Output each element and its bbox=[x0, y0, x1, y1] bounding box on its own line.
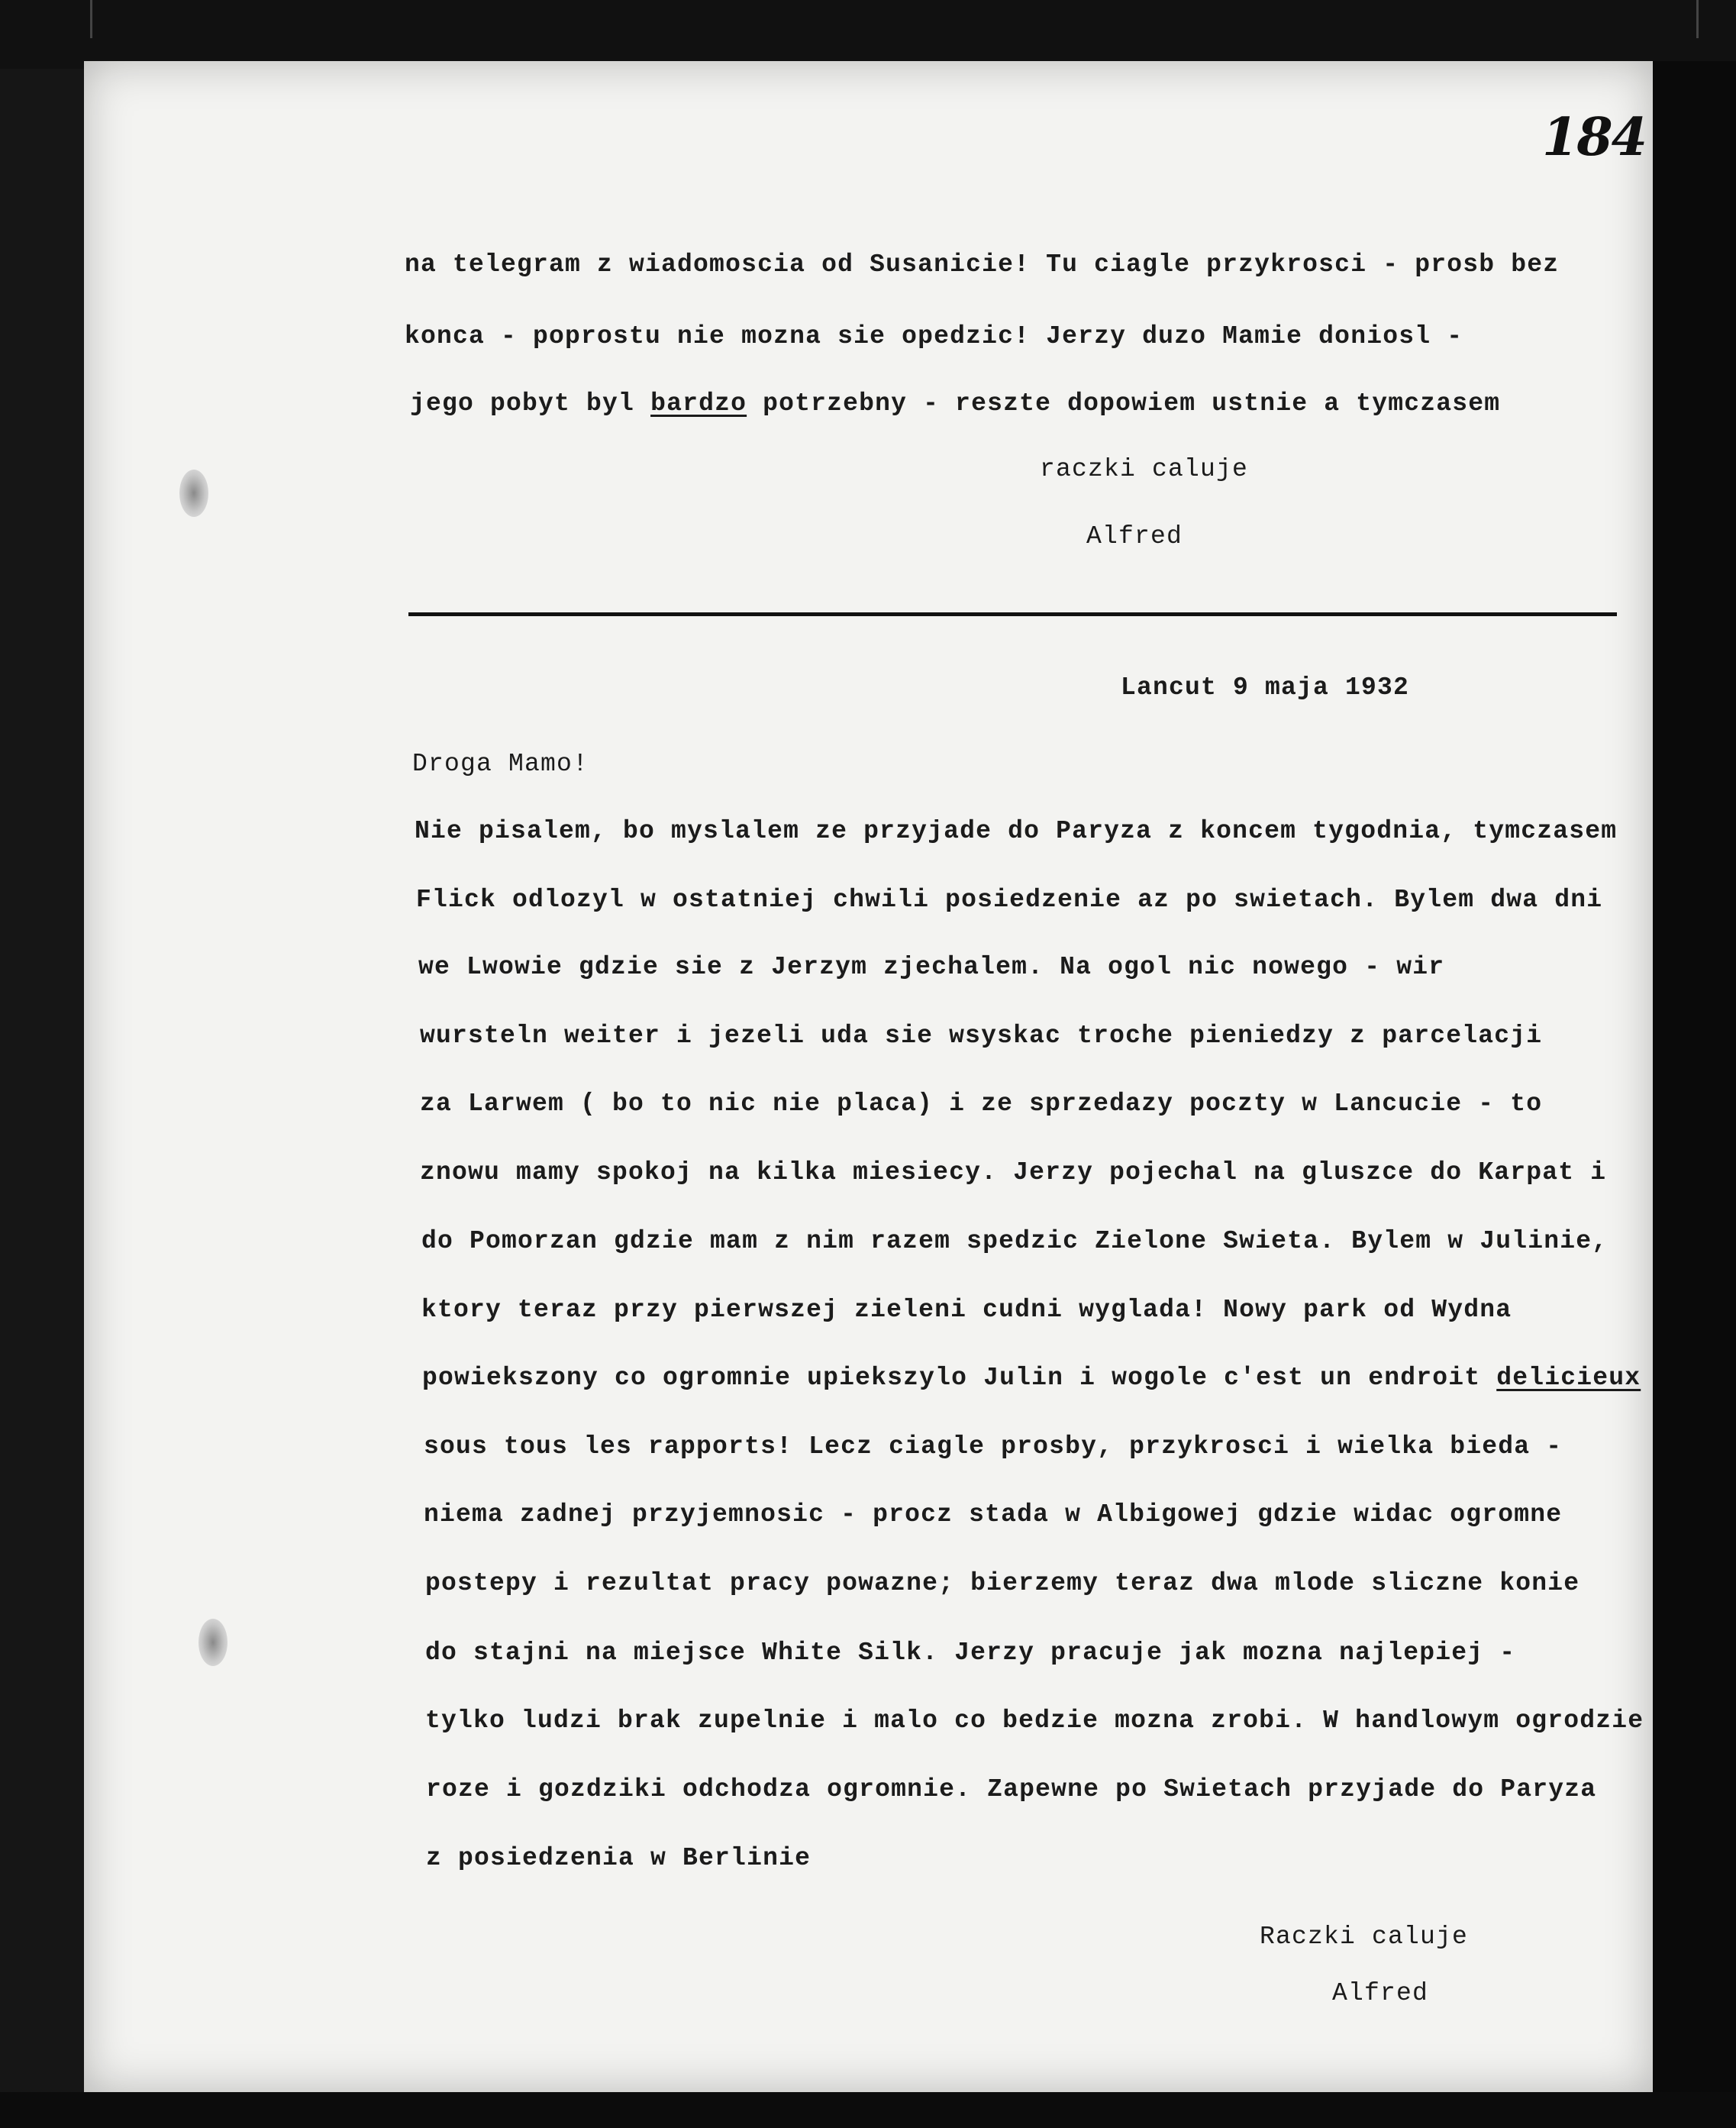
letter-line: tylko ludzi brak zupelnie i malo co bedzie mozna zrobi. W handlowym ogrodzie bbox=[425, 1707, 1644, 1735]
text-span: jego pobyt byl bbox=[410, 389, 651, 418]
film-edge-top bbox=[0, 0, 1736, 69]
underlined-word: bardzo bbox=[650, 389, 747, 418]
signature: Alfred bbox=[1086, 522, 1183, 551]
letter-line: znowu mamy spokoj na kilka miesiecy. Jerzy pojechal na gluszce do Karpat i bbox=[420, 1158, 1607, 1187]
signature: Alfred bbox=[1332, 1979, 1429, 2007]
text-line bbox=[410, 389, 1500, 418]
letter-line: wursteln weiter i jezeli uda sie wsyskac troche pieniedzy z parcelacji bbox=[420, 1022, 1543, 1050]
text-line: konca - poprostu nie mozna sie opedzic! Jerzy duzo Mamie doniosl - bbox=[405, 322, 1463, 350]
closing-line: Raczki caluje bbox=[1260, 1923, 1469, 1951]
film-edge-left bbox=[0, 69, 84, 2128]
letter-line: postepy i rezultat pracy powazne; bierzemy teraz dwa mlode sliczne konie bbox=[425, 1569, 1580, 1597]
letter-line: do Pomorzan gdzie mam z nim razem spedzic Zielone Swieta. Bylem w Julinie, bbox=[421, 1227, 1609, 1255]
film-edge-bottom bbox=[0, 2092, 1736, 2128]
letter-line: ktory teraz przy pierwszej zieleni cudni wyglada! Nowy park od Wydna bbox=[421, 1296, 1512, 1324]
letter-line: sous tous les rapports! Lecz ciagle prosby, przykrosci i wielka bieda - bbox=[424, 1432, 1563, 1461]
letter-line: z posiedzenia w Berlinie bbox=[426, 1844, 812, 1872]
letter-line: do stajni na miejsce White Silk. Jerzy pracuje jak mozna najlepiej - bbox=[425, 1639, 1516, 1667]
letter-line bbox=[422, 1364, 1641, 1392]
salutation: Droga Mamo! bbox=[412, 750, 589, 778]
text-span: powiekszony co ogromnie upiekszylo Julin i wogole c'est un endroit bbox=[422, 1364, 1497, 1392]
letter-line: Nie pisalem, bo myslalem ze przyjade do Paryza z koncem tygodnia, tymczasem bbox=[415, 817, 1618, 845]
scan-tick-mark bbox=[90, 0, 92, 38]
letter-line: roze i gozdziki odchodza ogromnie. Zapewne po Swietach przyjade do Paryza bbox=[426, 1775, 1597, 1803]
scan-tick-mark bbox=[1696, 0, 1699, 38]
punch-hole-bottom bbox=[198, 1619, 227, 1666]
letter-line: Flick odlozyl w ostatniej chwili posiedzenie az po swietach. Bylem dwa dni bbox=[416, 886, 1603, 914]
letter-line: za Larwem ( bo to nic nie placa) i ze sprzedazy poczty w Lancucie - to bbox=[420, 1090, 1543, 1118]
letter-date: Lancut 9 maja 1932 bbox=[1121, 673, 1410, 702]
underlined-word: delicieux bbox=[1496, 1364, 1641, 1392]
punch-hole-top bbox=[179, 470, 208, 517]
text-span: potrzebny - reszte dopowiem ustnie a tymczasem bbox=[763, 389, 1501, 418]
closing-line: raczki caluje bbox=[1040, 455, 1249, 483]
letter-line: niema zadnej przyjemnosic - procz stada w Albigowej gdzie widac ogromne bbox=[424, 1500, 1563, 1529]
separator-line bbox=[408, 612, 1617, 616]
letter-line: we Lwowie gdzie sie z Jerzym zjechalem. Na ogol nic nowego - wir bbox=[418, 953, 1445, 981]
film-edge-right bbox=[1653, 61, 1736, 2128]
text-line: na telegram z wiadomoscia od Susanicie! Tu ciagle przykrosci - prosb bez bbox=[405, 250, 1560, 279]
page-number: 184 bbox=[1542, 107, 1646, 168]
